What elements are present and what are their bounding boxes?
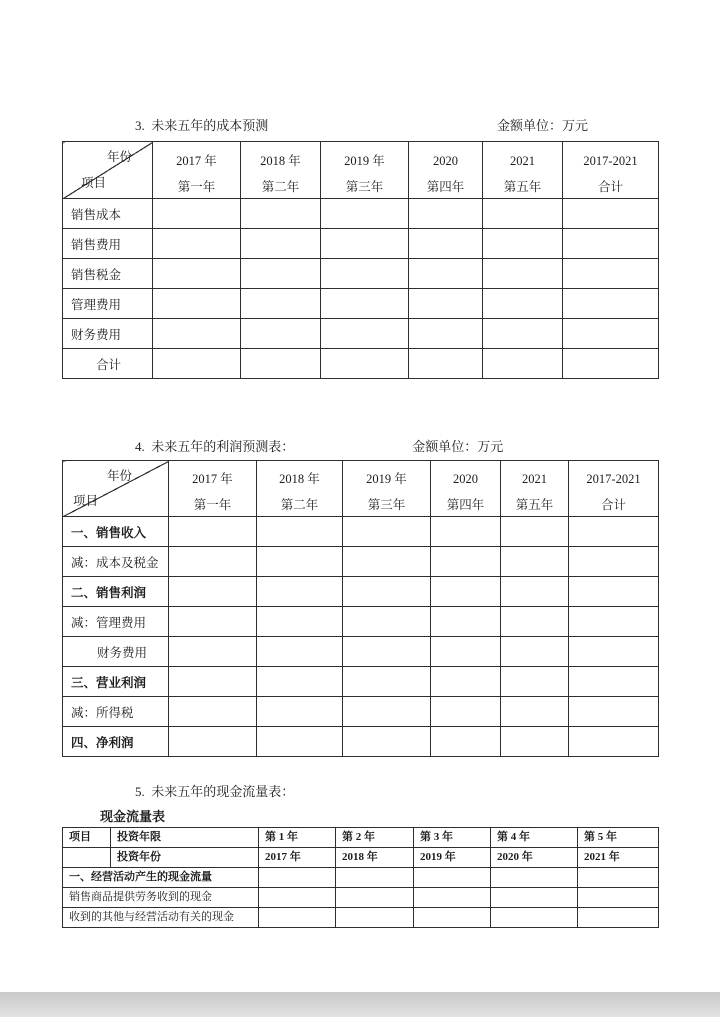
year-header-cell xyxy=(483,142,563,199)
value-cell-empty xyxy=(259,868,336,888)
value-cell-empty xyxy=(169,697,257,727)
year-header-cell xyxy=(501,461,569,517)
profit-table-row xyxy=(63,667,659,697)
value-cell-empty xyxy=(257,547,343,577)
cashflow-table-title: 现金流量表 xyxy=(100,809,166,824)
value-cell-empty xyxy=(169,727,257,757)
value-cell-empty xyxy=(153,199,241,229)
value-cell-empty xyxy=(257,607,343,637)
value-cell-empty xyxy=(321,259,409,289)
value-cell-empty xyxy=(241,229,321,259)
year-header-cell xyxy=(409,142,483,199)
value-cell-empty xyxy=(321,319,409,349)
page-bottom-edge xyxy=(0,992,720,1017)
value-cell-empty xyxy=(153,229,241,259)
value-cell-empty xyxy=(409,349,483,379)
cashflow-table-row xyxy=(63,908,659,928)
value-cell-empty xyxy=(169,577,257,607)
profit-table-row xyxy=(63,547,659,577)
row-label: 减：管理费用 xyxy=(63,607,169,637)
value-cell-empty xyxy=(414,888,491,908)
invest-year-cell: 2020 年 xyxy=(491,848,578,868)
value-cell-empty xyxy=(414,868,491,888)
year-order-label: 第三年 xyxy=(345,179,384,194)
profit-header-row xyxy=(63,461,659,517)
invest-period-header-cell: 投资年限 xyxy=(111,828,259,848)
cashflow-header-row xyxy=(63,828,659,848)
value-cell-empty xyxy=(569,727,659,757)
value-cell-empty xyxy=(431,727,501,757)
row-label: 二、销售利润 xyxy=(63,577,169,607)
year-order-label: 第四年 xyxy=(446,498,485,512)
year-order-label: 第三年 xyxy=(367,498,406,512)
value-cell-empty xyxy=(257,697,343,727)
value-cell-empty xyxy=(501,637,569,667)
year-label: 2020 xyxy=(453,472,478,486)
total-label: 合计 xyxy=(597,179,623,194)
row-label: 减：所得税 xyxy=(63,697,169,727)
value-cell-empty xyxy=(409,199,483,229)
cashflow-table xyxy=(62,827,659,928)
total-label: 合计 xyxy=(600,498,626,512)
value-cell-empty xyxy=(409,319,483,349)
value-cell-empty xyxy=(431,547,501,577)
value-cell-empty xyxy=(259,888,336,908)
value-cell-empty xyxy=(563,259,659,289)
cost-header-row xyxy=(63,142,659,199)
value-cell-empty xyxy=(501,727,569,757)
value-cell-empty xyxy=(241,319,321,349)
invest-year-cell: 2019 年 xyxy=(414,848,491,868)
value-cell-empty xyxy=(409,289,483,319)
value-cell-empty xyxy=(483,289,563,319)
year-header-cell: 第 5 年 xyxy=(578,828,659,848)
value-cell-empty xyxy=(343,697,431,727)
value-cell-empty xyxy=(343,517,431,547)
value-cell-empty xyxy=(153,289,241,319)
profit-section-header xyxy=(62,438,658,455)
year-label: 2019 年 xyxy=(366,472,407,486)
total-header-cell xyxy=(563,142,659,199)
cost-table-row xyxy=(63,259,659,289)
value-cell-empty xyxy=(431,607,501,637)
value-cell-empty xyxy=(169,517,257,547)
year-header-cell: 第 2 年 xyxy=(336,828,414,848)
value-cell-empty xyxy=(491,908,578,928)
profit-unit-label: 金额单位：万元 xyxy=(412,439,504,454)
profit-table-row xyxy=(63,637,659,667)
year-range-label: 2017-2021 xyxy=(586,472,641,486)
item-header-cell: 项目 xyxy=(63,828,111,848)
invest-year-row xyxy=(63,848,659,868)
value-cell-empty xyxy=(563,229,659,259)
value-cell-empty xyxy=(343,547,431,577)
year-header-cell: 第 4 年 xyxy=(491,828,578,848)
year-header-cell xyxy=(343,461,431,517)
row-label: 财务费用 xyxy=(63,319,153,349)
year-label: 2021 xyxy=(510,153,535,168)
value-cell-empty xyxy=(257,577,343,607)
year-label: 2021 xyxy=(522,472,547,486)
year-header-cell xyxy=(431,461,501,517)
invest-year-cell: 2018 年 xyxy=(336,848,414,868)
value-cell-empty xyxy=(241,259,321,289)
profit-forecast-table xyxy=(62,460,659,757)
year-order-label: 第一年 xyxy=(193,498,232,512)
value-cell-empty xyxy=(257,727,343,757)
value-cell-empty xyxy=(153,319,241,349)
value-cell-empty xyxy=(578,888,659,908)
cashflow-section-title: 5. 未来五年的现金流量表： xyxy=(135,784,295,799)
value-cell-empty xyxy=(569,637,659,667)
empty-cell xyxy=(63,848,111,868)
value-cell-empty xyxy=(563,319,659,349)
value-cell-empty xyxy=(431,517,501,547)
value-cell-empty xyxy=(501,547,569,577)
value-cell-empty xyxy=(321,289,409,319)
corner-item-label: 项目 xyxy=(81,176,107,190)
invest-year-label: 投资年份 xyxy=(111,848,259,868)
row-label: 四、净利润 xyxy=(63,727,169,757)
row-label: 销售成本 xyxy=(63,199,153,229)
cost-table-row xyxy=(63,349,659,379)
value-cell-empty xyxy=(321,199,409,229)
year-header-cell xyxy=(153,142,241,199)
corner-header-cell xyxy=(63,461,169,517)
value-cell-empty xyxy=(257,637,343,667)
value-cell-empty xyxy=(483,229,563,259)
row-label: 收到的其他与经营活动有关的现金 xyxy=(63,908,259,928)
value-cell-empty xyxy=(336,888,414,908)
value-cell-empty xyxy=(569,517,659,547)
value-cell-empty xyxy=(257,517,343,547)
value-cell-empty xyxy=(343,667,431,697)
corner-year-label: 年份 xyxy=(106,150,132,164)
cost-unit-label: 金额单位：万元 xyxy=(496,118,588,133)
year-label: 2020 xyxy=(433,153,458,168)
value-cell-empty xyxy=(569,667,659,697)
row-label: 合计 xyxy=(63,349,153,379)
row-label: 财务费用 xyxy=(63,637,169,667)
value-cell-empty xyxy=(569,697,659,727)
cashflow-section-header xyxy=(62,783,658,800)
year-order-label: 第二年 xyxy=(261,179,300,194)
row-label: 一、经营活动产生的现金流量 xyxy=(63,868,259,888)
profit-table-row xyxy=(63,577,659,607)
year-header-cell xyxy=(257,461,343,517)
profit-table-row xyxy=(63,697,659,727)
value-cell-empty xyxy=(409,229,483,259)
cost-table-row xyxy=(63,319,659,349)
invest-year-cell: 2017 年 xyxy=(259,848,336,868)
value-cell-empty xyxy=(431,667,501,697)
year-label: 2017 年 xyxy=(176,153,217,168)
value-cell-empty xyxy=(501,667,569,697)
profit-table-row xyxy=(63,727,659,757)
profit-section-title: 4. 未来五年的利润预测表： xyxy=(135,439,295,454)
value-cell-empty xyxy=(578,908,659,928)
value-cell-empty xyxy=(169,547,257,577)
profit-table-row xyxy=(63,517,659,547)
row-label: 管理费用 xyxy=(63,289,153,319)
value-cell-empty xyxy=(259,908,336,928)
year-range-label: 2017-2021 xyxy=(583,153,638,168)
value-cell-empty xyxy=(491,868,578,888)
value-cell-empty xyxy=(153,349,241,379)
cost-section-header xyxy=(62,117,658,134)
row-label: 减：成本及税金 xyxy=(63,547,169,577)
value-cell-empty xyxy=(343,607,431,637)
value-cell-empty xyxy=(169,607,257,637)
value-cell-empty xyxy=(483,319,563,349)
value-cell-empty xyxy=(483,199,563,229)
cost-table-row xyxy=(63,289,659,319)
year-header-cell: 第 1 年 xyxy=(259,828,336,848)
value-cell-empty xyxy=(483,259,563,289)
value-cell-empty xyxy=(563,349,659,379)
value-cell-empty xyxy=(431,577,501,607)
value-cell-empty xyxy=(431,637,501,667)
value-cell-empty xyxy=(569,547,659,577)
value-cell-empty xyxy=(501,577,569,607)
corner-item-label: 项目 xyxy=(73,494,99,508)
row-label: 销售商品提供劳务收到的现金 xyxy=(63,888,259,908)
value-cell-empty xyxy=(336,868,414,888)
row-label: 一、销售收入 xyxy=(63,517,169,547)
cost-section-title: 3. 未来五年的成本预测 xyxy=(135,118,269,133)
year-label: 2019 年 xyxy=(344,153,385,168)
value-cell-empty xyxy=(409,259,483,289)
row-label: 销售费用 xyxy=(63,229,153,259)
year-header-cell xyxy=(321,142,409,199)
year-order-label: 第五年 xyxy=(515,498,554,512)
value-cell-empty xyxy=(569,607,659,637)
value-cell-empty xyxy=(501,697,569,727)
year-header-cell: 第 3 年 xyxy=(414,828,491,848)
value-cell-empty xyxy=(321,349,409,379)
value-cell-empty xyxy=(241,349,321,379)
value-cell-empty xyxy=(501,517,569,547)
value-cell-empty xyxy=(169,667,257,697)
total-header-cell xyxy=(569,461,659,517)
value-cell-empty xyxy=(343,727,431,757)
value-cell-empty xyxy=(241,289,321,319)
year-header-cell xyxy=(169,461,257,517)
value-cell-empty xyxy=(257,667,343,697)
value-cell-empty xyxy=(153,259,241,289)
value-cell-empty xyxy=(563,199,659,229)
value-cell-empty xyxy=(563,289,659,319)
value-cell-empty xyxy=(431,697,501,727)
cost-forecast-table xyxy=(62,141,659,379)
cost-table-row xyxy=(63,229,659,259)
value-cell-empty xyxy=(569,577,659,607)
year-label: 2018 年 xyxy=(279,472,320,486)
invest-year-cell: 2021 年 xyxy=(578,848,659,868)
year-label: 2017 年 xyxy=(192,472,233,486)
cost-table-row xyxy=(63,199,659,229)
cashflow-table-row xyxy=(63,868,659,888)
year-order-label: 第二年 xyxy=(280,498,319,512)
value-cell-empty xyxy=(414,908,491,928)
value-cell-empty xyxy=(501,607,569,637)
value-cell-empty xyxy=(483,349,563,379)
value-cell-empty xyxy=(321,229,409,259)
year-order-label: 第五年 xyxy=(503,179,542,194)
value-cell-empty xyxy=(343,637,431,667)
cashflow-table-row xyxy=(63,888,659,908)
row-label: 销售税金 xyxy=(63,259,153,289)
value-cell-empty xyxy=(491,888,578,908)
year-label: 2018 年 xyxy=(260,153,301,168)
year-order-label: 第一年 xyxy=(177,179,216,194)
profit-table-row xyxy=(63,607,659,637)
corner-header-cell xyxy=(63,142,153,199)
row-label: 三、营业利润 xyxy=(63,667,169,697)
value-cell-empty xyxy=(343,577,431,607)
corner-year-label: 年份 xyxy=(106,469,132,483)
value-cell-empty xyxy=(578,868,659,888)
year-order-label: 第四年 xyxy=(426,179,465,194)
value-cell-empty xyxy=(336,908,414,928)
year-header-cell xyxy=(241,142,321,199)
value-cell-empty xyxy=(169,637,257,667)
value-cell-empty xyxy=(241,199,321,229)
